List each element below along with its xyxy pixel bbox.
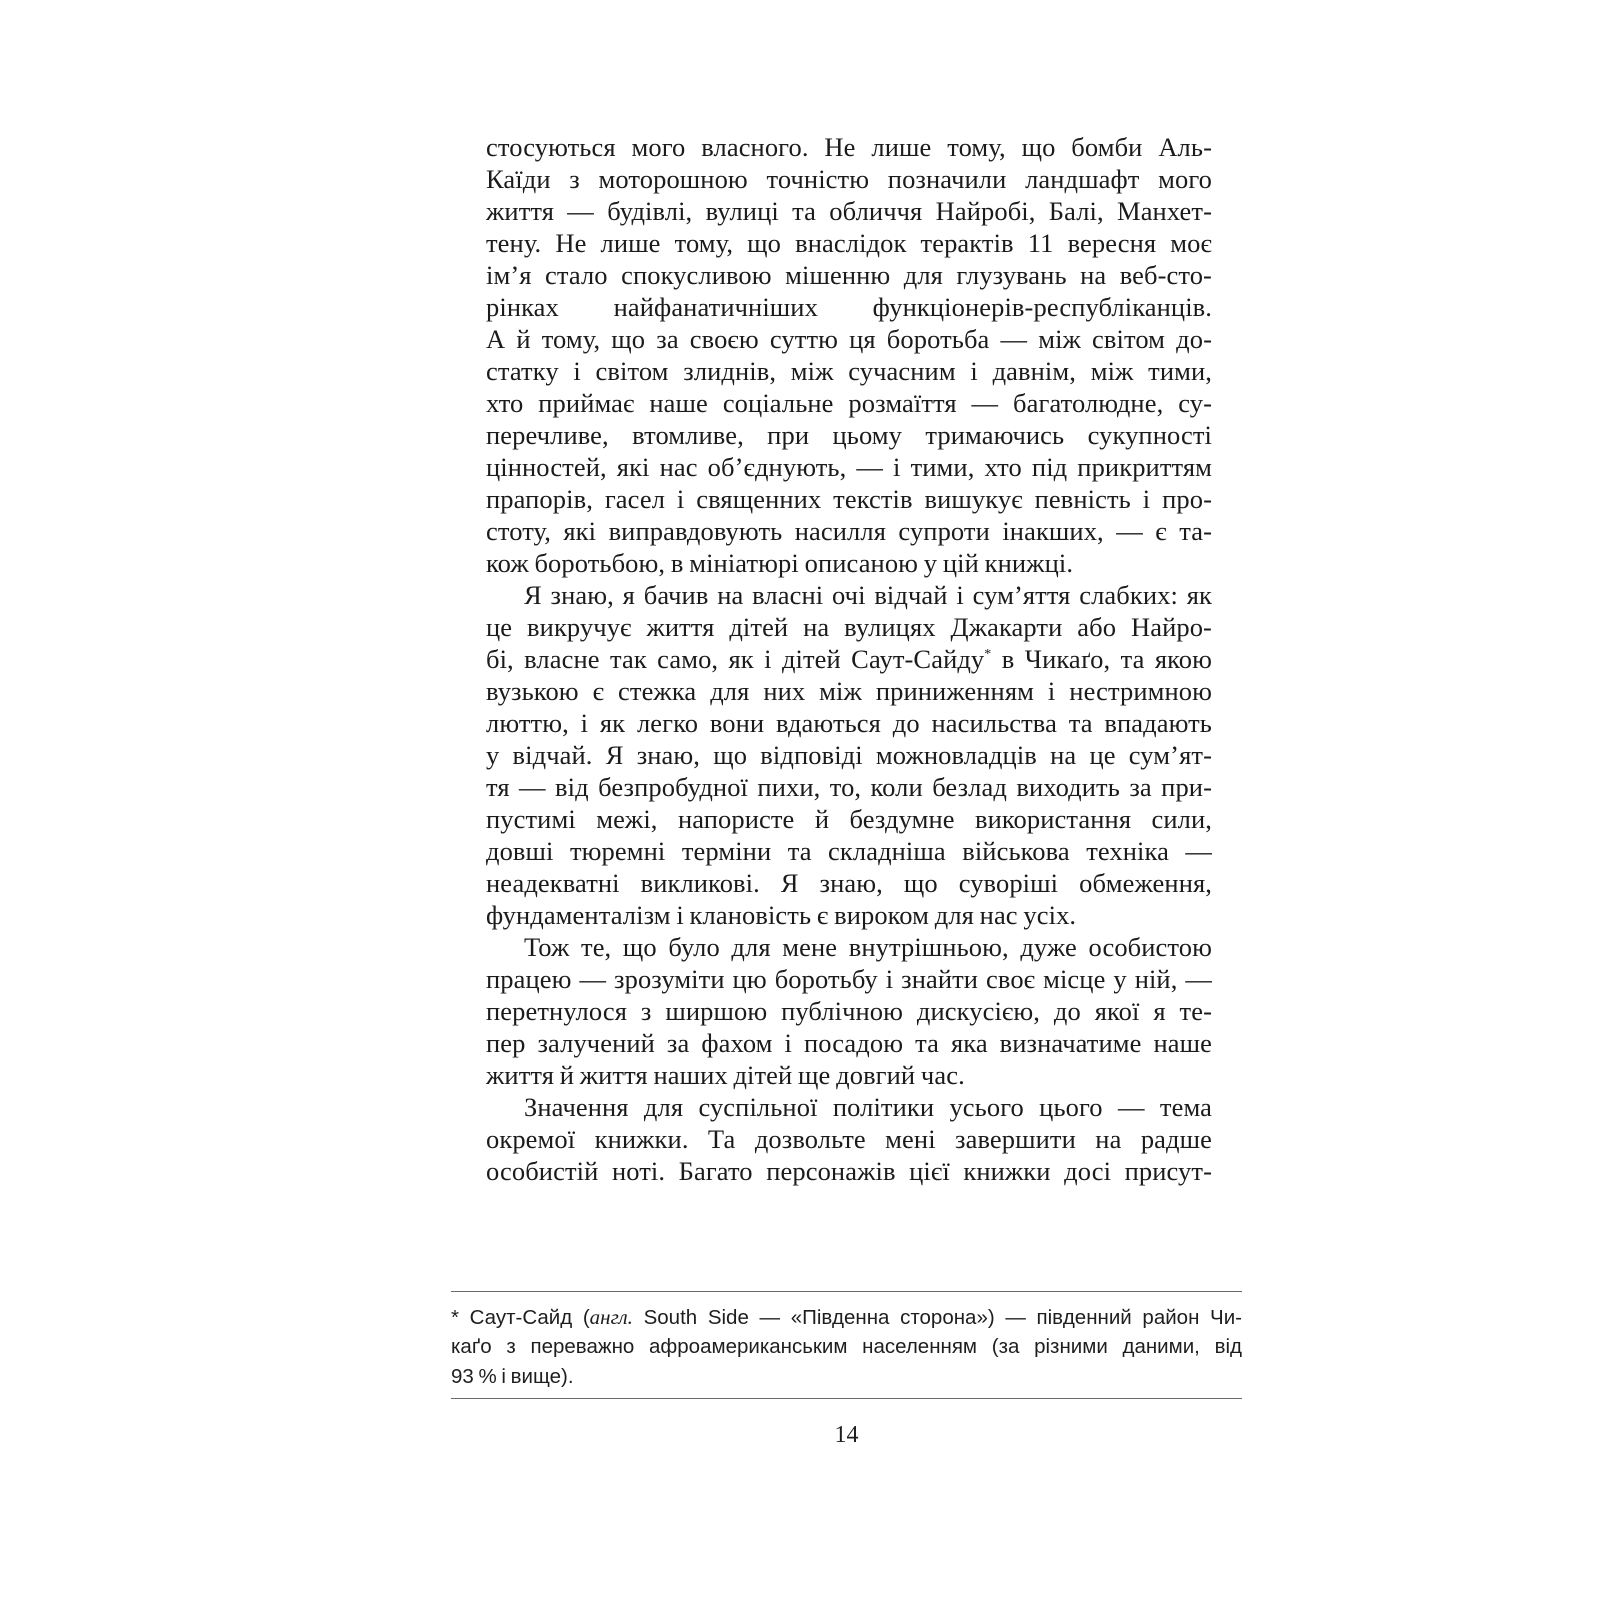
text-line-with-footnote-ref — [486, 643, 1212, 675]
text-line: стосуються мого власного. Не лише тому, що бомби Аль- — [486, 132, 1212, 162]
text-line: у відчай. Я знаю, що відповіді можновладців на це сум’ят- — [486, 740, 1212, 770]
text-line: пер залучений за фахом і посадою та яка визначатиме наше — [486, 1028, 1212, 1058]
footnote-italic-abbr: англ. — [589, 1305, 633, 1329]
text-line: хто приймає наше соціальне розмаїття — багатолюдне, су- — [486, 388, 1212, 418]
text-line: неадекватні викликові. Я знаю, що суворіші обмеження, — [486, 868, 1212, 898]
text-line: статку і світом злиднів, між сучасним і давнім, між тими, — [486, 356, 1212, 386]
text-line: перечливе, втомливе, при цьому тримаючись сукупності — [486, 420, 1212, 450]
text-line: тя — від безпробудної пихи, то, коли безлад виходить за при- — [486, 772, 1212, 802]
footnote-text: South Side — «Південна сторона») — південний район Чи- — [632, 1306, 1242, 1329]
footnote-line: каґо з переважно афроамериканським населенням (за різними даними, від — [451, 1335, 1242, 1358]
text-line: життя й життя наших дітей ще довгий час. — [486, 1060, 965, 1090]
text-line: прапорів, гасел і священних текстів вишукує певність і про- — [486, 484, 1212, 514]
text-line: життя — будівлі, вулиці та обличчя Найробі, Балі, Манхет- — [486, 196, 1212, 226]
text-line: довші тюремні терміни та складніша військова техніка — — [486, 836, 1212, 866]
text-fragment: бі, власне так само, як і дітей Саут-Сайду — [486, 644, 985, 674]
text-line: люттю, і як легко вони вдаються до насильства та впадають — [486, 708, 1212, 738]
footnote-line: 93 % і вище). — [451, 1365, 574, 1388]
text-line: це викручує життя дітей на вулицях Джакарти або Найро- — [486, 612, 1212, 642]
text-line: тену. Не лише тому, що внаслідок терактів 11 вересня моє — [486, 228, 1212, 258]
text-line: вузькою є стежка для них між приниженням і нестримною — [486, 676, 1212, 706]
footnote-text: * Саут-Сайд ( — [451, 1306, 590, 1329]
text-line: ім’я стало спокусливою мішенню для глузувань на веб-сто- — [486, 260, 1212, 290]
text-line: Тож те, що було для мене внутрішньою, дуже особистою — [524, 932, 1212, 962]
text-line: пустимі межі, напористе й бездумне використання сили, — [486, 804, 1212, 834]
text-line: фундаменталізм і клановість є вироком для нас усіх. — [486, 900, 1077, 930]
footnote-top-rule — [451, 1291, 1242, 1292]
text-line: А й тому, що за своєю суттю ця боротьба — між світом до- — [486, 324, 1212, 354]
text-line: Каїди з моторошною точністю позначили ландшафт мого — [486, 164, 1212, 194]
text-line: працею — зрозуміти цю боротьбу і знайти своє місце у ній, — — [486, 964, 1212, 994]
text-fragment: в Чикаґо, та якою — [991, 644, 1213, 674]
text-line: цінностей, які нас об’єднують, — і тими, хто під прикриттям — [486, 452, 1212, 482]
text-line: перетнулося з ширшою публічною дискусією, до якої я те- — [486, 996, 1212, 1026]
text-line: окремої книжки. Та дозвольте мені завершити на радше — [486, 1124, 1212, 1154]
page-number: 14 — [834, 1422, 859, 1448]
text-line: рінках найфанатичніших функціонерів-республіканців. — [486, 292, 1212, 322]
text-line: Значення для суспільної політики усього цього — тема — [524, 1092, 1212, 1122]
footnote-bottom-rule — [451, 1398, 1242, 1399]
text-line: стоту, які виправдовують насилля супроти інакших, — є та- — [486, 516, 1212, 546]
text-line: кож боротьбою, в мініатюрі описаною у цій книжці. — [486, 548, 1074, 578]
footnote-marker: * — [984, 647, 992, 662]
text-line: особистій ноті. Багато персонажів цієї книжки досі присут- — [486, 1156, 1212, 1186]
text-line: Я знаю, я бачив на власні очі відчай і сум’яття слабких: як — [524, 580, 1212, 610]
footnote-line — [451, 1302, 1242, 1332]
